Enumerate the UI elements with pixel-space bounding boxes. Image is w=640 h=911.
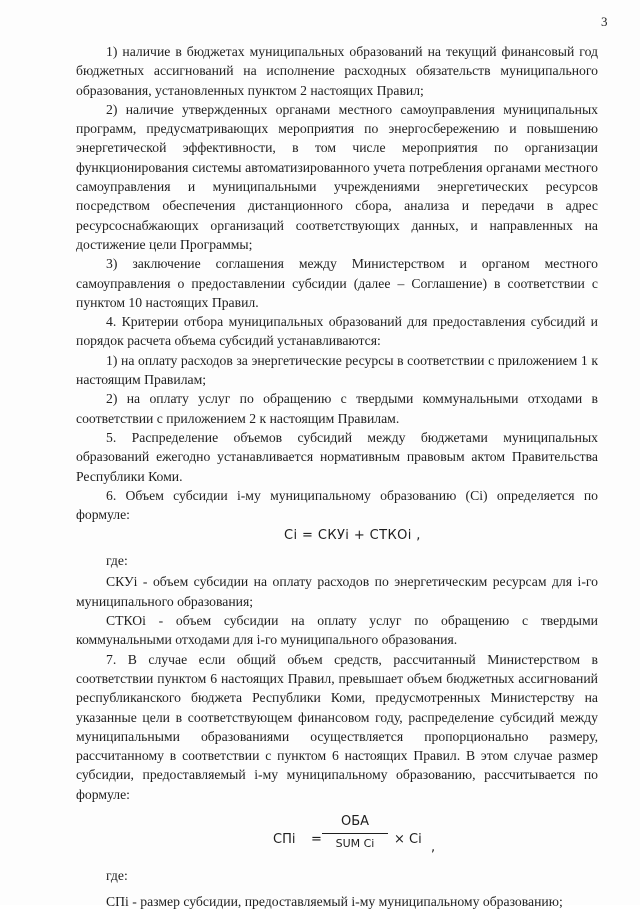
paragraph-1-2: 2) наличие утвержденных органами местного самоуправления муниципальных программ, предусматривающих мероприятия по энергосбережению и повышению энергетической эффективности, в том числе мероприятия по организации функционирования системы автоматизированного учета потребления органами местного самоуправления и муниципальными учреждениями энергетических ресурсов посредством обеспечения дистанционного сбора, анализа и передачи в адрес ресурсоснабжающих организаций соответствующих данных, и направленных на достижение цели Программы;	[76, 101, 598, 252]
paragraph-4: 4. Критерии отбора муниципальных образований для предоставления субсидий и порядок расчета объема субсидий устанавливаются:	[76, 314, 598, 349]
page-number: 3	[601, 14, 608, 29]
paragraph-1-1: 1) наличие в бюджетах муниципальных образований на текущий финансовый год бюджетных ассигнований на исполнение расходных обязательств муниципального образования, установленных пунктом 2 настоящих Правил;	[76, 44, 598, 98]
paragraph-5: 5. Распределение объемов субсидий между бюджетами муниципальных образований ежегодно устанавливается нормативным правовым актом Правительства Республики Коми.	[76, 429, 598, 484]
document-body	[76, 42, 598, 911]
definition-stko: СТКОi - объем субсидии на оплату услуг по обращению с твердыми коммунальными отходами для i-го муниципального образования.	[76, 613, 598, 648]
formula-multiplier: × Ci	[394, 831, 422, 847]
paragraph-4-2: 2) на оплату услуг по обращению с твердыми коммунальными отходами в соответствии с приложением 2 к настоящим Правилам.	[76, 391, 598, 426]
formula-equals: =	[311, 831, 322, 847]
where-label: где:	[106, 553, 128, 569]
formula-fraction	[322, 814, 388, 852]
paragraph-1-3: 3) заключение соглашения между Министерством и органом местного самоуправления о предоставлении субсидии (далее – Соглашение) в соответствии с пунктом 10 настоящих Правил.	[76, 256, 598, 310]
paragraph-6: 6. Объем субсидии i-му муниципальному образованию (Ci) определяется по формуле:	[76, 487, 598, 523]
formula-comma: ,	[431, 839, 436, 855]
definition-sp: СПi - размер субсидии, предоставляемый i-му муниципальному образованию;	[106, 893, 563, 909]
where-label-2: где:	[106, 867, 128, 883]
definition-sku: СКУi - объем субсидии на оплату расходов по энергетическим ресурсам для i-го муниципального образования;	[76, 574, 598, 609]
formula-lhs: СПi	[273, 831, 296, 847]
formula-numerator: ОБА	[322, 814, 388, 834]
formula-text: Ci = СКУi + СТКОi ,	[284, 528, 421, 544]
paragraph-7: 7. В случае если общий объем средств, рассчитанный Министерством в соответствии пунктом 6 настоящих Правил, превышает объем бюджетных ассигнований республиканского бюджета Республики Коми, предусмотренных Министерству на указанные цели в соответствующем финансовом году, распределение субсидий между муниципальными образованиями осуществляется пропорционально размеру, рассчитанному в соответствии с пунктом 6 настоящих Правил. В этом случае размер субсидии, предоставляемый i-му муниципальному образованию, рассчитывается по формуле:	[76, 651, 598, 802]
paragraph-4-1: 1) на оплату расходов за энергетические ресурсы в соответствии с приложением 1 к настоящим Правилам;	[76, 352, 598, 388]
formula-subsidy-proportional	[76, 804, 598, 883]
formula-subsidy-total	[76, 524, 598, 550]
formula-denominator: SUM Ci	[335, 836, 375, 850]
